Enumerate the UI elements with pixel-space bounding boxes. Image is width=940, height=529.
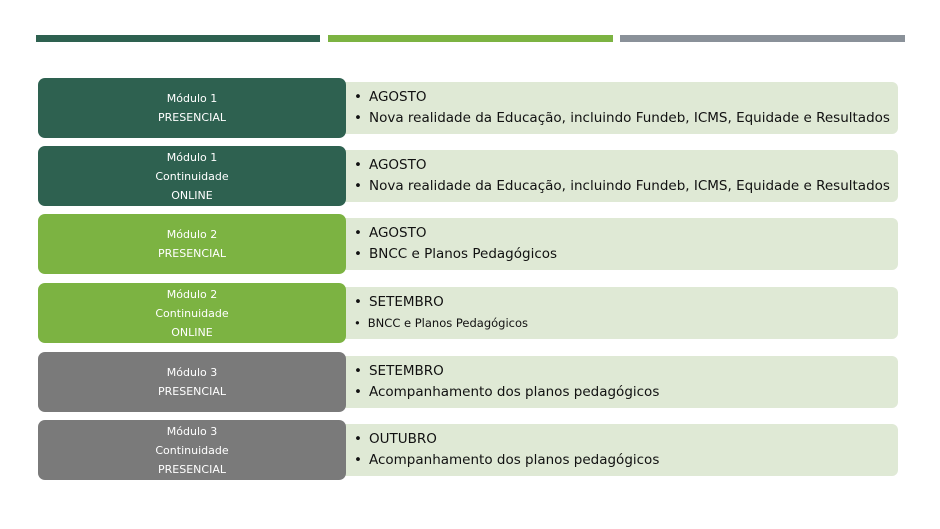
module-row <box>38 214 898 274</box>
module-mode: ONLINE <box>171 325 213 339</box>
module-number: Módulo 1 <box>166 92 218 105</box>
module-topic: • Acompanhamento dos planos pedagógicos <box>354 450 898 471</box>
module-continuity: Continuidade <box>155 169 229 183</box>
module-month: • AGOSTO <box>354 223 898 244</box>
module-label-box <box>38 146 346 206</box>
module-label-box <box>38 352 346 412</box>
module-row <box>38 78 898 138</box>
module-month: • AGOSTO <box>354 155 898 176</box>
module-mode: ONLINE <box>171 188 213 202</box>
module-label-box <box>38 78 346 138</box>
module-mode: PRESENCIAL <box>158 462 226 476</box>
module-label-box <box>38 214 346 274</box>
module-month: • AGOSTO <box>354 87 898 108</box>
module-number: Módulo 2 <box>166 228 218 241</box>
module-bullets <box>354 352 898 412</box>
module-number: Módulo 1 <box>166 150 218 164</box>
module-topic: • BNCC e Planos Pedagógicos <box>354 244 898 265</box>
module-mode: PRESENCIAL <box>158 385 226 398</box>
module-topic: • Acompanhamento dos planos pedagógicos <box>354 382 898 403</box>
module-bullets <box>354 420 898 480</box>
module-month: • OUTUBRO <box>354 429 898 450</box>
module-row <box>38 352 898 412</box>
module-mode: PRESENCIAL <box>158 247 226 260</box>
module-topic: • Nova realidade da Educação, incluindo Fundeb, ICMS, Equidade e Resultados <box>354 176 898 197</box>
module-label-box <box>38 283 346 343</box>
module-month: • SETEMBRO <box>354 292 898 313</box>
module-row <box>38 283 898 343</box>
module-bullets <box>354 283 898 343</box>
module-topic: • Nova realidade da Educação, incluindo Fundeb, ICMS, Equidade e Resultados <box>354 108 898 129</box>
top-bar-gray <box>620 35 905 42</box>
module-number: Módulo 3 <box>166 366 218 379</box>
module-continuity: Continuidade <box>155 306 229 320</box>
module-bullets <box>354 146 898 206</box>
top-bar-light-green <box>328 35 613 42</box>
top-bar-dark-green <box>36 35 320 42</box>
module-row <box>38 146 898 206</box>
module-topic: • BNCC e Planos Pedagógicos <box>354 313 898 334</box>
module-bullets <box>354 78 898 138</box>
module-bullets <box>354 214 898 274</box>
module-mode: PRESENCIAL <box>158 111 226 124</box>
module-number: Módulo 2 <box>166 287 218 301</box>
module-number: Módulo 3 <box>166 424 218 438</box>
module-month: • SETEMBRO <box>354 361 898 382</box>
module-continuity: Continuidade <box>155 443 229 457</box>
module-label-box <box>38 420 346 480</box>
module-row <box>38 420 898 480</box>
